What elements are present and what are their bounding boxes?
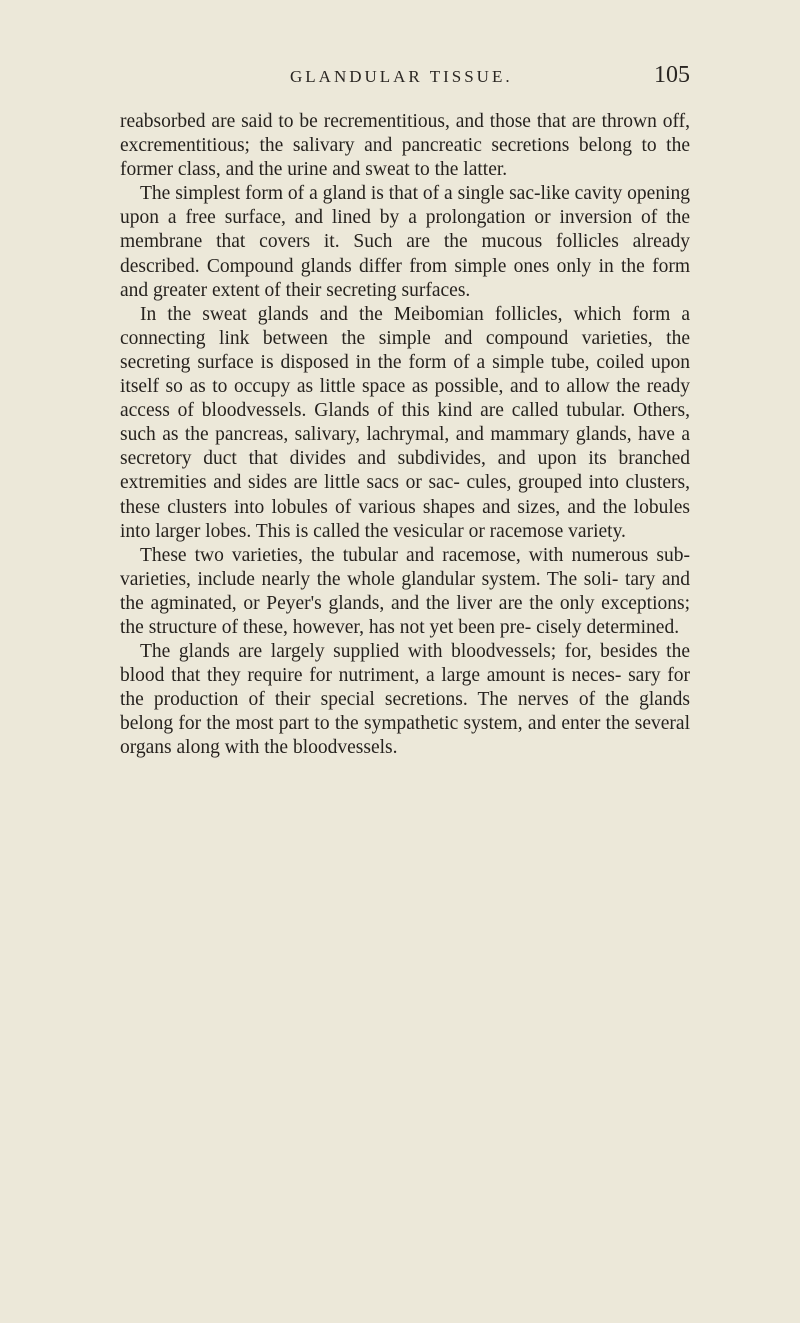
body-text	[120, 110, 690, 761]
page-number: 105	[654, 62, 690, 88]
running-title: GLANDULAR TISSUE.	[290, 67, 513, 86]
paragraph: The glands are largely supplied with bloodvessels; for, besides the blood that they require for nutriment, a large amount is neces- sary for the production of their special secretions. The nerves of the glands belong for the most part to the sympathetic system, and enter the several organs along with the bloodvessels.	[120, 641, 690, 759]
paragraph: reabsorbed are said to be recrementitious, and those that are thrown off, excrementitious; the salivary and pancreatic secretions belong to the former class, and the urine and sweat to the latter.	[120, 111, 690, 181]
paragraph: These two varieties, the tubular and racemose, with numerous sub-varieties, include nearly the whole glandular system. The soli- tary and the agminated, or Peyer's glands, and the liver are the only exceptions; the structure of these, however, has not yet been pre- cisely determined.	[120, 544, 690, 638]
running-head	[120, 62, 690, 98]
paragraph: In the sweat glands and the Meibomian follicles, which form a connecting link between the simple and compound varieties, the secreting surface is disposed in the form of a simple tube, coiled upon itself so as to occupy as little space as possible, and to allow the ready access of bloodvessels. Glands of this kind are called tubular. Others, such as the pancreas, salivary, lachrymal, and mammary glands, have a secretory duct that divides and subdivides, and upon its branched extremities and sides are little sacs or sac- cules, grouped into clusters, these clusters into lobules of various shapes and sizes, and the lobules into larger lobes. This is called the vesicular or racemose variety.	[120, 303, 690, 542]
paragraph: The simplest form of a gland is that of a single sac-like cavity opening upon a free surface, and lined by a prolongation or inversion of the membrane that covers it. Such are the mucous follicles already described. Compound glands differ from simple ones only in the form and greater extent of their secreting surfaces.	[120, 183, 690, 301]
